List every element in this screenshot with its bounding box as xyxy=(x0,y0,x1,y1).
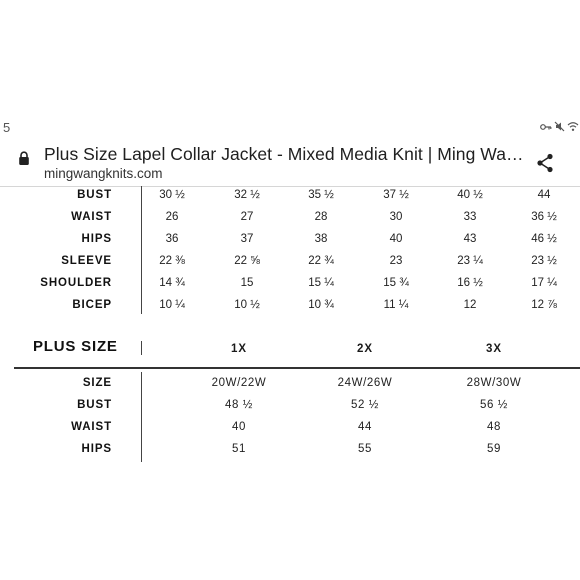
table-cell: 43 xyxy=(463,233,477,245)
table-cell: 26 xyxy=(165,211,179,223)
row-label-bust: BUST xyxy=(77,189,112,201)
table-cell: 32 ½ xyxy=(234,189,260,201)
table-cell: 52 ½ xyxy=(351,399,379,411)
table-cell: 40 xyxy=(389,233,403,245)
table-cell: 11 ¼ xyxy=(383,299,409,311)
table-cell: 36 xyxy=(165,233,179,245)
table-divider-line xyxy=(141,372,142,462)
table-cell: 12 xyxy=(463,299,477,311)
status-icons xyxy=(540,121,579,132)
mute-icon xyxy=(554,121,565,132)
row-label-bicep: BICEP xyxy=(72,299,112,311)
url-bar-divider xyxy=(0,186,580,187)
lock-icon xyxy=(18,151,30,166)
table-cell: 30 xyxy=(389,211,403,223)
table-cell: 27 xyxy=(240,211,254,223)
wifi-icon xyxy=(567,121,579,132)
table-cell: 40 ½ xyxy=(457,189,483,201)
table-cell: 14 ¾ xyxy=(159,277,185,289)
key-icon xyxy=(540,122,552,132)
table-cell: 22 ¾ xyxy=(308,255,334,267)
table-cell: 23 ¼ xyxy=(457,255,483,267)
table-cell: 51 xyxy=(232,443,246,455)
table-cell: 15 ¼ xyxy=(308,277,334,289)
table-cell: 35 ½ xyxy=(308,189,334,201)
table-cell: 17 ¼ xyxy=(531,277,557,289)
plus-table-rule xyxy=(14,367,580,369)
table-cell: 28W/30W xyxy=(466,377,522,389)
row-label-waist: WAIST xyxy=(71,211,112,223)
column-header-3x: 3X xyxy=(485,343,503,355)
table-cell: 37 ½ xyxy=(383,189,409,201)
table-cell: 12 ⅞ xyxy=(531,299,557,311)
table-cell: 44 xyxy=(358,421,372,433)
table-cell: 15 xyxy=(240,277,254,289)
table-cell: 56 ½ xyxy=(480,399,508,411)
share-icon[interactable] xyxy=(536,153,554,173)
table-cell: 10 ½ xyxy=(234,299,260,311)
column-header-1x: 1X xyxy=(230,343,248,355)
table-cell: 59 xyxy=(487,443,501,455)
heading-divider-line xyxy=(141,341,142,355)
row-label-bust: BUST xyxy=(77,399,112,411)
table-cell: 38 xyxy=(314,233,328,245)
table-cell: 24W/26W xyxy=(337,377,393,389)
row-label-sleeve: SLEEVE xyxy=(61,255,112,267)
table-cell: 48 xyxy=(487,421,501,433)
status-time: 5 xyxy=(3,120,11,135)
table-cell: 36 ½ xyxy=(531,211,557,223)
column-header-2x: 2X xyxy=(356,343,374,355)
url-bar[interactable] xyxy=(0,138,580,186)
row-label-waist: WAIST xyxy=(71,421,112,433)
table-cell: 46 ½ xyxy=(531,233,557,245)
table-cell: 44 xyxy=(537,189,551,201)
page-title: Plus Size Lapel Collar Jacket - Mixed Media Knit | Ming Wa… xyxy=(44,144,524,164)
table-cell: 23 xyxy=(389,255,403,267)
table-cell: 10 ¾ xyxy=(308,299,334,311)
table-cell: 30 ½ xyxy=(159,189,185,201)
table-cell: 40 xyxy=(232,421,246,433)
table-cell: 15 ¾ xyxy=(383,277,409,289)
table-cell: 55 xyxy=(358,443,372,455)
table-cell: 22 ⅜ xyxy=(159,255,185,267)
table-cell: 22 ⅝ xyxy=(234,255,260,267)
table-cell: 16 ½ xyxy=(457,277,483,289)
page-domain: mingwangknits.com xyxy=(44,166,163,181)
table-cell: 20W/22W xyxy=(211,377,267,389)
table-cell: 23 ½ xyxy=(531,255,557,267)
table-cell: 48 ½ xyxy=(225,399,253,411)
table-cell: 10 ¼ xyxy=(159,299,185,311)
row-label-hips: HIPS xyxy=(81,233,112,245)
table-cell: 37 xyxy=(240,233,254,245)
row-label-shoulder: SHOULDER xyxy=(40,277,112,289)
plus-size-heading: PLUS SIZE xyxy=(33,338,118,355)
row-label-size: SIZE xyxy=(82,377,112,389)
row-label-hips: HIPS xyxy=(81,443,112,455)
table-cell: 28 xyxy=(314,211,328,223)
table-divider-line xyxy=(141,186,142,314)
table-cell: 33 xyxy=(463,211,477,223)
